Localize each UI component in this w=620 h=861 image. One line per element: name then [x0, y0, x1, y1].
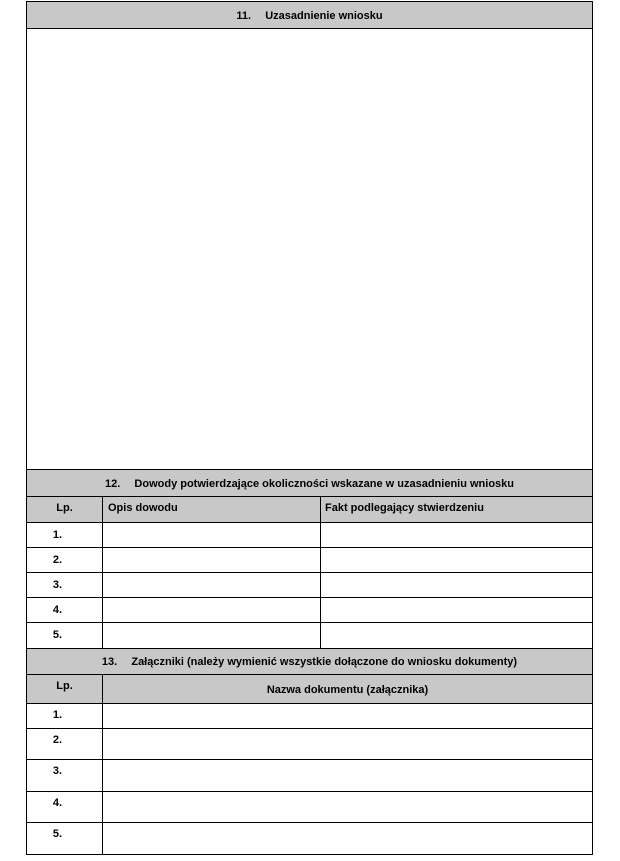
evidence-row-number: 2. [52, 554, 63, 566]
attachment-row [26, 704, 593, 729]
evidence-col-lp: Lp. [27, 497, 102, 522]
attachments-col-lp: Lp. [27, 675, 102, 703]
evidence-description-field[interactable] [102, 598, 320, 622]
section-11-header [26, 1, 593, 29]
evidence-row [26, 598, 593, 623]
attachment-row-number: 2. [52, 734, 63, 746]
attachment-name-field[interactable] [102, 823, 592, 854]
section-13-header [26, 649, 593, 675]
evidence-row-number: 3. [52, 579, 63, 591]
attachment-row-number: 1. [52, 709, 63, 721]
attachments-table-header [26, 675, 593, 704]
evidence-row [26, 523, 593, 548]
attachment-name-field[interactable] [102, 760, 592, 791]
evidence-col-fact: Fakt podlegający stwierdzeniu [320, 497, 592, 522]
attachments-col-document-name: Nazwa dokumentu (załącznika) [102, 675, 592, 703]
attachment-row [26, 760, 593, 792]
attachment-name-field[interactable] [102, 729, 592, 759]
section-13-title: Załączniki (należy wymienić wszystkie dołączone do wniosku dokumenty) [131, 656, 518, 668]
section-12-title: Dowody potwierdzające okoliczności wskazane w uzasadnieniu wniosku [134, 478, 514, 490]
attachment-row-number: 5. [52, 828, 63, 840]
section-11-title: Uzasadnienie wniosku [265, 10, 383, 22]
evidence-description-field[interactable] [102, 573, 320, 597]
evidence-row [26, 548, 593, 573]
evidence-fact-field[interactable] [320, 573, 592, 597]
evidence-description-field[interactable] [102, 623, 320, 648]
evidence-description-field[interactable] [102, 548, 320, 572]
attachment-name-field[interactable] [102, 704, 592, 728]
attachment-row [26, 792, 593, 823]
attachment-name-field[interactable] [102, 792, 592, 822]
section-12-number: 12. [104, 478, 121, 490]
evidence-fact-field[interactable] [320, 623, 592, 648]
attachment-row-number: 4. [52, 797, 63, 809]
evidence-fact-field[interactable] [320, 548, 592, 572]
section-12-header [26, 470, 593, 497]
evidence-row-number: 5. [52, 629, 63, 641]
justification-text-area[interactable] [26, 29, 593, 470]
attachment-row [26, 729, 593, 760]
attachment-row-number: 3. [52, 765, 63, 777]
section-13-number: 13. [101, 656, 118, 668]
attachment-row [26, 823, 593, 855]
section-11-number: 11. [236, 10, 252, 22]
evidence-fact-field[interactable] [320, 523, 592, 547]
evidence-fact-field[interactable] [320, 598, 592, 622]
evidence-row-number: 4. [52, 604, 63, 616]
evidence-description-field[interactable] [102, 523, 320, 547]
evidence-col-description: Opis dowodu [102, 497, 320, 522]
application-form [26, 1, 593, 855]
evidence-row [26, 573, 593, 598]
evidence-row-number: 1. [52, 529, 63, 541]
evidence-table-header [26, 497, 593, 523]
evidence-row [26, 623, 593, 649]
